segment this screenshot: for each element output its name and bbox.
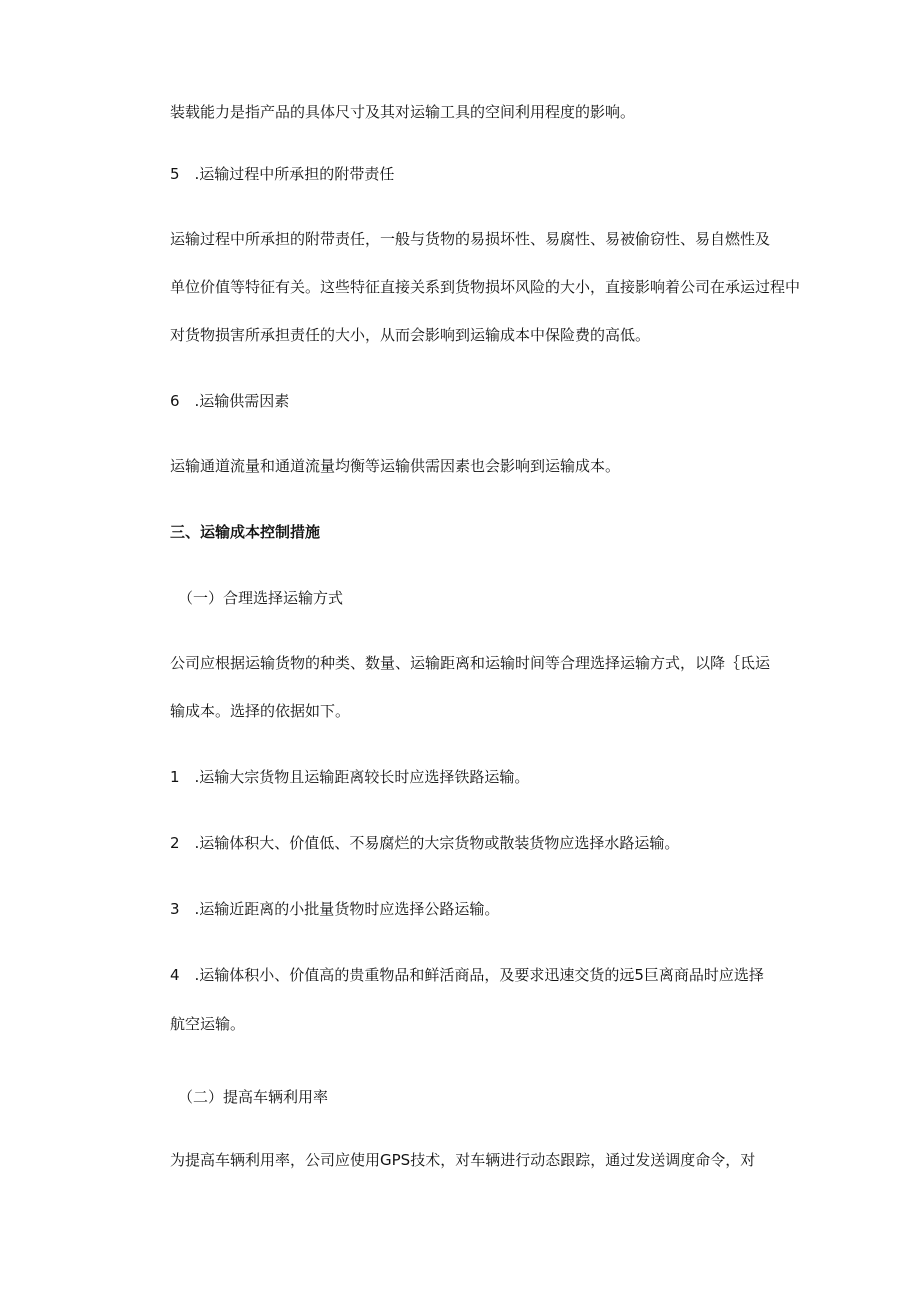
paragraph-line: 单位价值等特征有关。这些特征直接关系到货物损坏风险的大小，直接影响着公司在承运过程中: [170, 278, 801, 296]
list-item: 3 .运输近距离的小批量货物时应选择公路运输。: [170, 900, 500, 918]
paragraph-line: 运输通道流量和通道流量均衡等运输供需因素也会影响到运输成本。: [170, 457, 621, 475]
paragraph-line: 装载能力是指产品的具体尺寸及其对运输工具的空间利用程度的影响。: [170, 103, 636, 121]
list-item: 4 .运输体积小、价值高的贵重物品和鲜活商品，及要求迅速交货的远5巨离商品时应选择: [170, 966, 764, 984]
list-item: 1 .运输大宗货物且运输距离较长时应选择铁路运输。: [170, 768, 530, 786]
list-item-continuation: 航空运输。: [170, 1015, 246, 1033]
paragraph-line: 公司应根据运输货物的种类、数量、运输距离和运输时间等合理选择运输方式，以降｛氐运: [170, 654, 771, 672]
paragraph-line: 为提高车辆利用率，公司应使用GPS技术，对车辆进行动态跟踪，通过发送调度命令，对: [170, 1151, 756, 1169]
subsection-heading-2: （二）提高车辆利用率: [178, 1088, 329, 1106]
subsection-heading-1: （一）合理选择运输方式: [178, 589, 344, 607]
section-heading-5: 5 .运输过程中所承担的附带责任: [170, 165, 395, 183]
chapter-heading: 三、运输成本控制措施: [170, 523, 321, 541]
paragraph-line: 输成本。选择的依据如下。: [170, 702, 351, 720]
paragraph-line: 运输过程中所承担的附带责任，一般与货物的易损坏性、易腐性、易被偷窃性、易自燃性及: [170, 230, 771, 248]
section-heading-6: 6 .运输供需因素: [170, 392, 290, 410]
paragraph-line: 对货物损害所承担责任的大小，从而会影响到运输成本中保险费的高低。: [170, 326, 651, 344]
list-item: 2 .运输体积大、价值低、不易腐烂的大宗货物或散装货物应选择水路运输。: [170, 834, 680, 852]
